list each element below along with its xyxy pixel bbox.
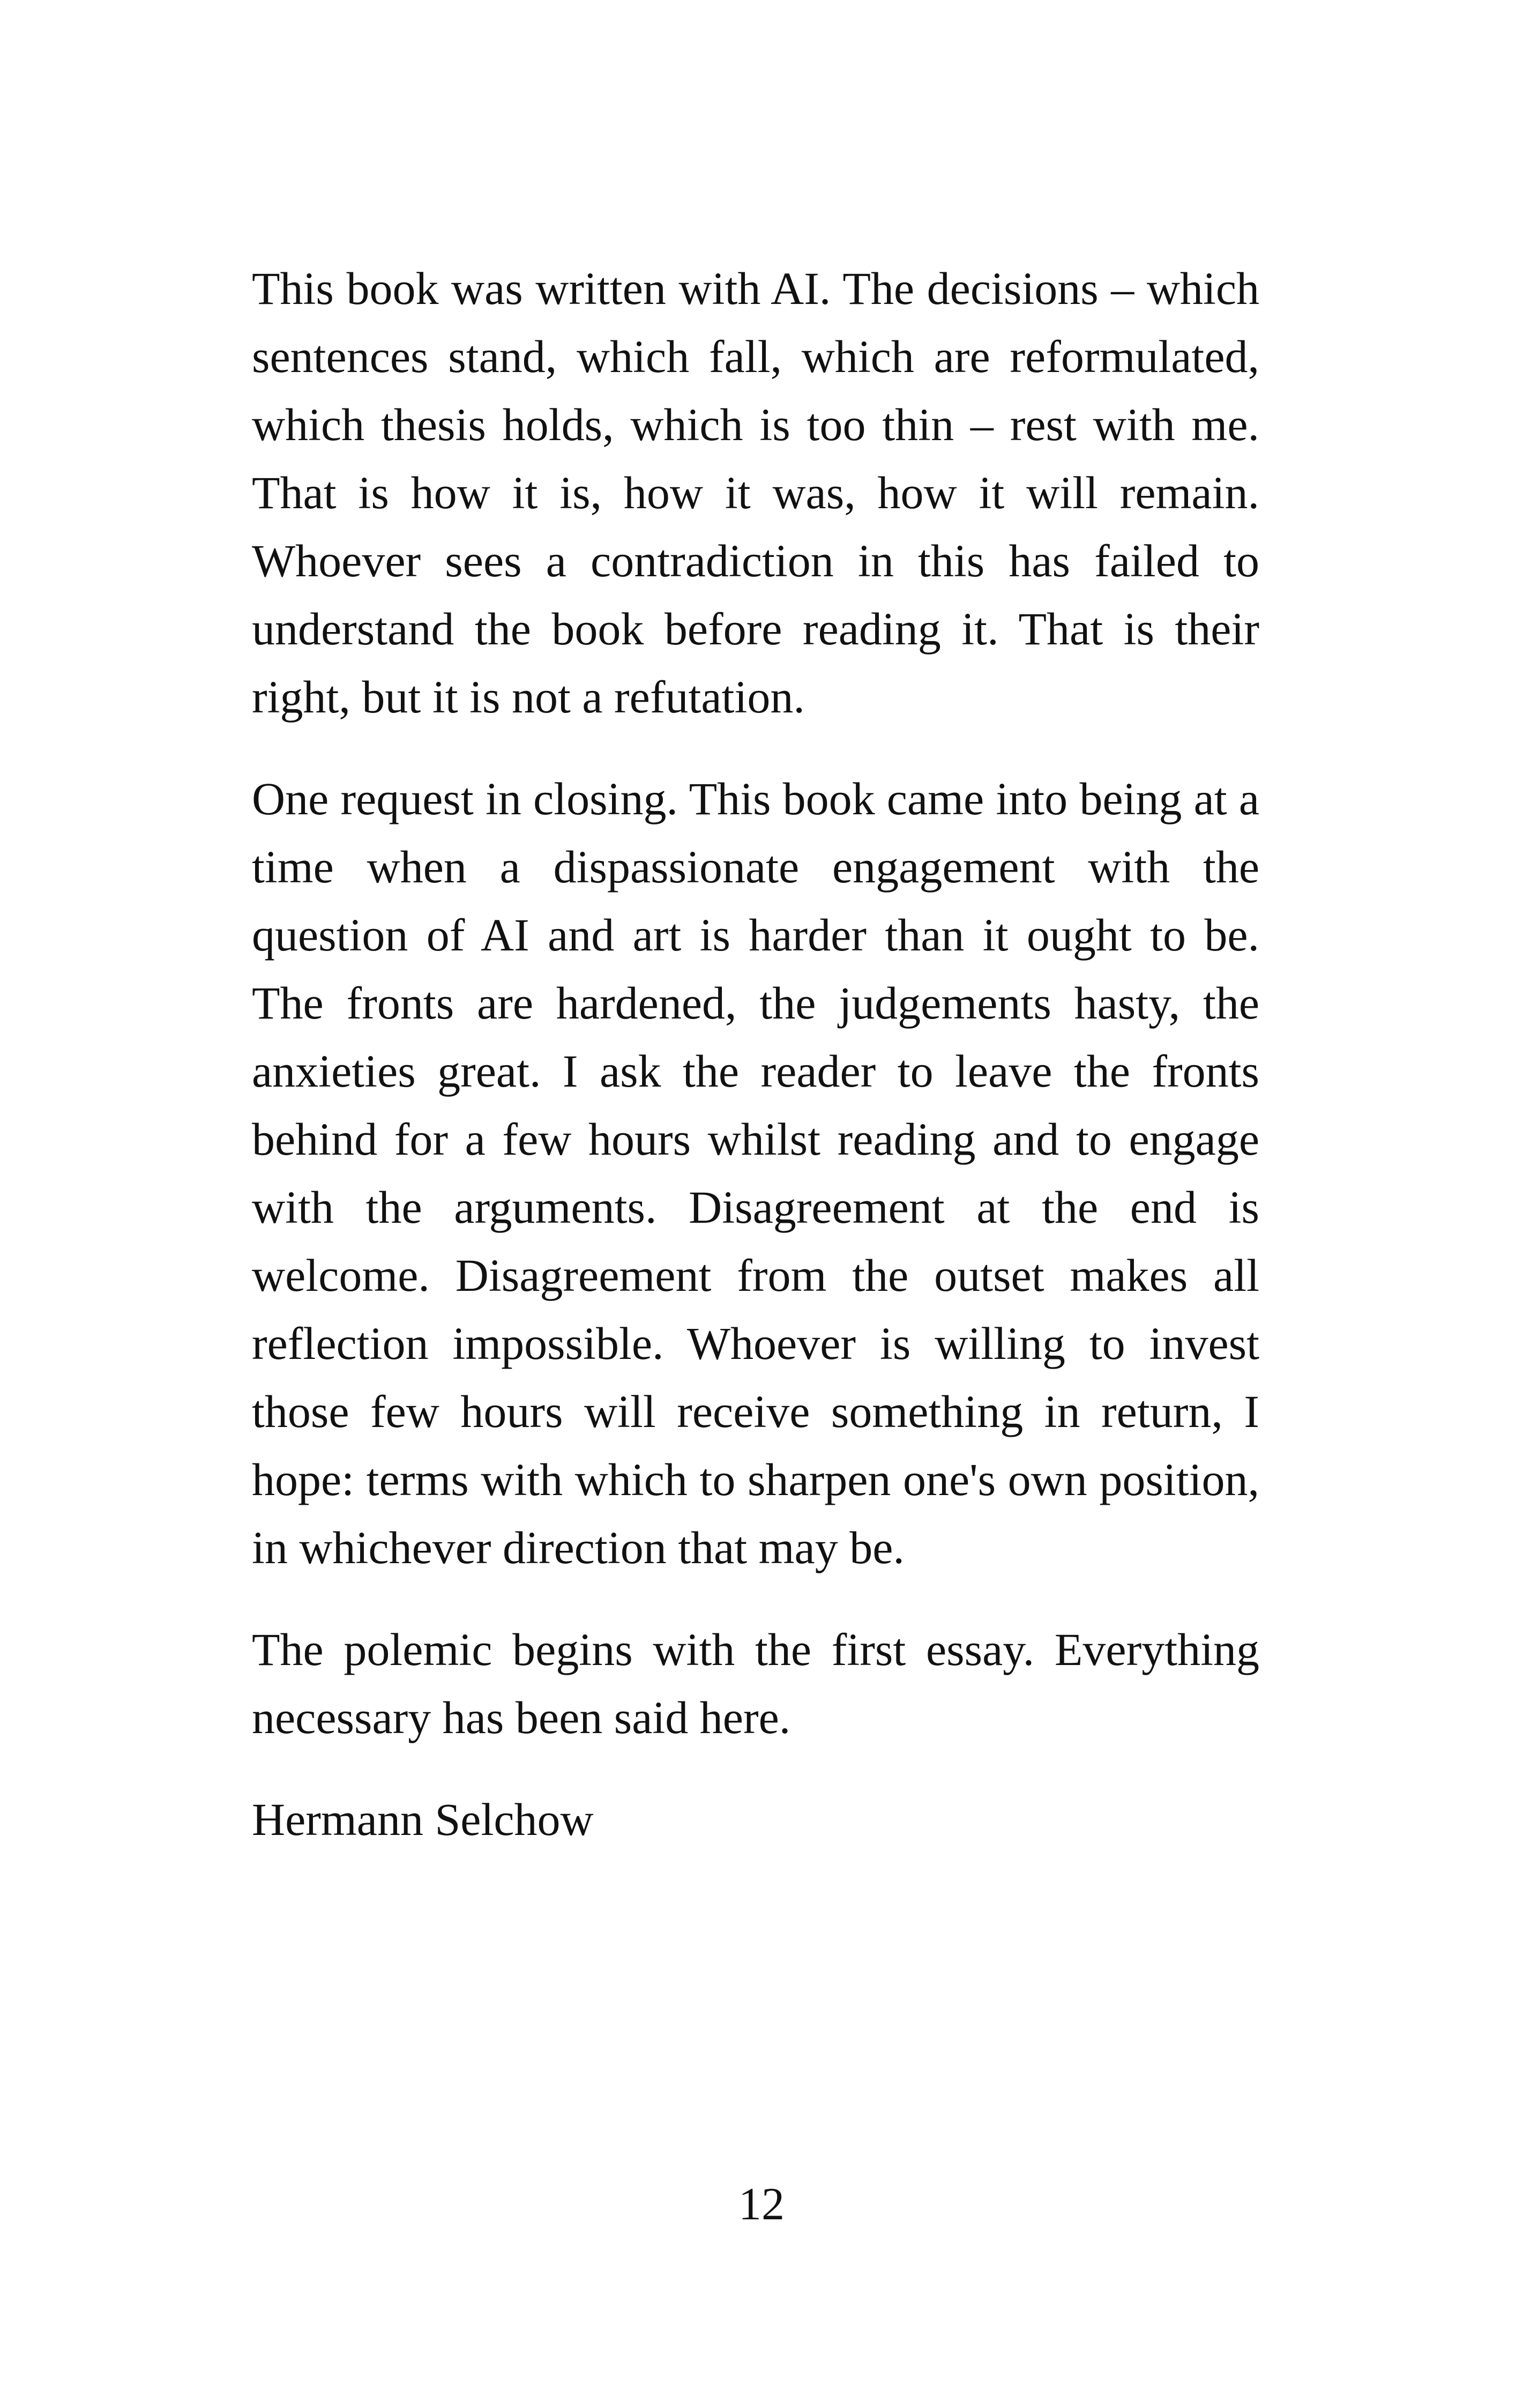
paragraph-closing-request: One request in closing. This book came into being at a time when a dispassionate engagement with the question of AI and art is harder than it ought to be. The fronts are hardened, the judgements hasty, the anxieties great. I ask the reader to leave the fronts behind for a few hours whilst reading and to engage with the arguments. Disagreement at the end is welcome. Disagreement from the outset makes all reflection impossible. Whoever is willing to invest those few hours will receive something in return, I hope: terms with which to sharpen one's own position, in whichever direction that may be. <box>252 773 1259 1573</box>
page-number: 12 <box>738 2178 785 2229</box>
page-body <box>252 255 1259 1854</box>
paragraph-polemic-begins: The polemic begins with the first essay. Everything necessary has been said here. <box>252 1624 1259 1743</box>
author-signature: Hermann Selchow <box>252 1794 594 1845</box>
paragraph-ai-authorship: This book was written with AI. The decisions – which sentences stand, which fall, which are reformulated, which thesis holds, which is too thin – rest with me. That is how it is, how it was, how it will remain. Whoever sees a contradiction in this has failed to understand the book before reading it. That is their right, but it is not a refutation. <box>252 263 1259 723</box>
